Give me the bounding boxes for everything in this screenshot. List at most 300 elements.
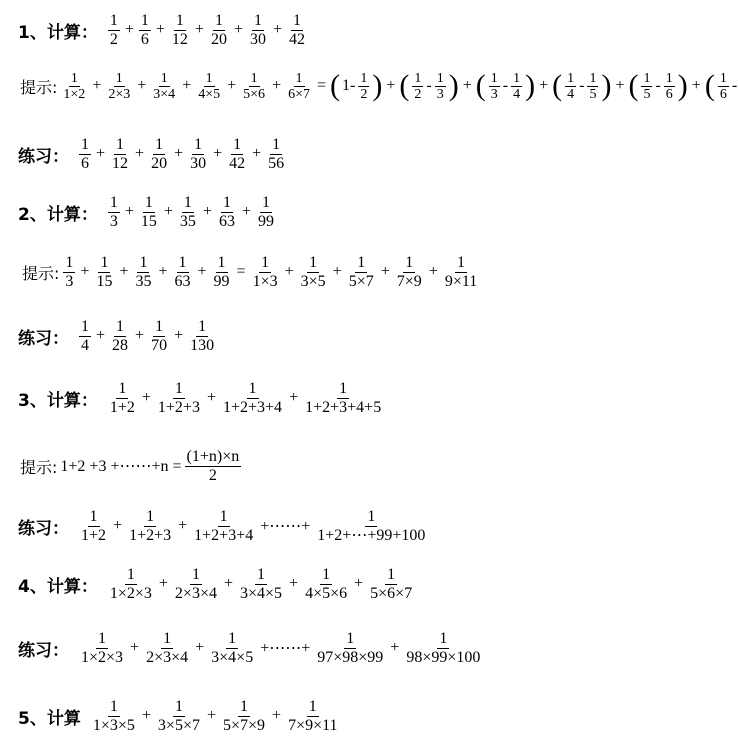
fraction <box>79 630 125 667</box>
fraction <box>395 254 424 291</box>
numerator: 1 <box>293 11 301 29</box>
expression <box>106 566 416 603</box>
denominator: 5 <box>643 86 651 102</box>
numerator: 1 <box>163 629 172 647</box>
expression <box>59 448 243 485</box>
numerator: 1 <box>155 317 164 335</box>
row-label: 练习： <box>18 146 69 167</box>
fraction <box>241 71 267 102</box>
operator: + <box>272 21 282 38</box>
operator: + <box>272 707 282 724</box>
denominator: 1×3 <box>252 272 278 290</box>
numerator: 1 <box>81 317 89 335</box>
denominator: 2×3×4 <box>146 648 189 666</box>
denominator: 42 <box>229 154 246 172</box>
numerator: 1 <box>439 629 448 647</box>
fraction <box>106 71 132 102</box>
operator: + <box>332 263 342 280</box>
numerator: 1 <box>367 507 376 525</box>
numerator: 1 <box>126 565 135 583</box>
fraction <box>133 254 153 291</box>
operator: + <box>163 203 173 220</box>
expression <box>77 136 288 173</box>
operator: + <box>390 639 400 656</box>
operator: + <box>124 203 134 220</box>
fraction <box>209 630 255 667</box>
fraction <box>227 136 247 173</box>
denominator: 4 <box>567 86 575 102</box>
expression <box>77 508 429 545</box>
numerator: 1 <box>191 565 200 583</box>
denominator: 15 <box>96 272 113 290</box>
denominator: 6 <box>140 30 149 48</box>
denominator: 1×2×3 <box>81 648 124 666</box>
operator: + <box>174 327 184 344</box>
denominator: 3 <box>109 212 118 230</box>
row-s5 <box>0 688 640 744</box>
fraction <box>178 194 198 231</box>
denominator: 5×7×9 <box>223 716 266 734</box>
fraction <box>286 698 339 735</box>
numerator: 1 <box>144 193 153 211</box>
operator: + <box>96 145 106 162</box>
numerator: 1 <box>116 135 125 153</box>
expression <box>89 698 342 735</box>
numerator: 1 <box>116 317 125 335</box>
operator: + <box>223 575 233 592</box>
numerator: 1 <box>118 379 127 397</box>
expression <box>106 194 278 231</box>
denominator: 15 <box>140 212 157 230</box>
numerator: 1 <box>194 135 203 153</box>
row-p4 <box>0 620 640 676</box>
numerator: 1 <box>160 70 168 86</box>
numerator: 1 <box>205 70 213 86</box>
operator: + <box>195 639 205 656</box>
expression <box>77 318 218 355</box>
row-label: 练习： <box>18 328 69 349</box>
fraction <box>443 254 479 291</box>
fraction <box>170 12 190 49</box>
fraction <box>149 318 169 355</box>
parenthesis: ( <box>475 69 486 102</box>
fraction <box>286 71 312 102</box>
numerator: 1 <box>322 565 331 583</box>
denominator: 5×7 <box>348 272 374 290</box>
expression <box>77 630 484 667</box>
fraction <box>565 71 576 102</box>
denominator: 1+2 <box>81 526 107 544</box>
numerator: 1 <box>346 629 355 647</box>
numerator: 1 <box>567 70 575 86</box>
operator: + <box>202 203 212 220</box>
parenthesis: ) <box>372 69 383 102</box>
numerator: 1 <box>490 70 498 86</box>
operator: + <box>206 707 216 724</box>
fraction <box>192 508 255 545</box>
operator: + <box>213 145 223 162</box>
denominator: 4×5 <box>198 86 221 102</box>
operator: +⋯⋯+ <box>260 640 311 657</box>
operator: + <box>272 77 282 94</box>
numerator: 1 <box>178 253 187 271</box>
operator: + <box>135 145 145 162</box>
fraction <box>139 194 159 231</box>
operator: + <box>113 517 123 534</box>
expression-text: - <box>731 77 738 94</box>
numerator: 1 <box>109 11 118 29</box>
numerator: 1 <box>308 697 317 715</box>
fraction <box>110 136 130 173</box>
fraction <box>511 71 522 102</box>
denominator: 3×5×7 <box>157 716 200 734</box>
fraction <box>404 630 482 667</box>
numerator: 1 <box>665 70 673 86</box>
fraction <box>108 380 137 417</box>
operator: = <box>236 263 246 280</box>
operator: + <box>615 77 625 94</box>
fraction <box>217 194 237 231</box>
denominator: 2 <box>208 466 217 484</box>
operator: + <box>194 21 204 38</box>
denominator: 9×11 <box>444 272 478 290</box>
numerator: 1 <box>70 70 78 86</box>
operator: + <box>289 575 299 592</box>
fraction <box>303 380 383 417</box>
operator: +⋯⋯+ <box>260 518 311 535</box>
expression-text: - <box>579 77 585 94</box>
numerator: 1 <box>217 253 226 271</box>
numerator: 1 <box>89 507 98 525</box>
row-s4 <box>0 556 640 612</box>
numerator: 1 <box>643 70 651 86</box>
numerator: 1 <box>109 697 118 715</box>
row-s2 <box>0 184 640 240</box>
fraction <box>173 254 193 291</box>
numerator: 1 <box>183 193 192 211</box>
fraction <box>212 254 232 291</box>
expression <box>106 380 385 417</box>
numerator: 1 <box>257 565 266 583</box>
operator: + <box>233 21 243 38</box>
denominator: 2 <box>109 30 118 48</box>
denominator: 12 <box>171 30 188 48</box>
row-s1 <box>0 2 640 58</box>
operator: + <box>141 389 151 406</box>
numerator: 1 <box>414 70 422 86</box>
denominator: 3×4 <box>153 86 176 102</box>
numerator: 1 <box>81 135 89 153</box>
fraction <box>188 318 216 355</box>
fraction <box>641 71 652 102</box>
row-h1 <box>0 58 738 114</box>
operator: + <box>130 639 140 656</box>
numerator: 1 <box>233 135 242 153</box>
fraction <box>139 12 151 49</box>
operator: + <box>252 145 262 162</box>
numerator: 1 <box>214 11 223 29</box>
denominator: 6×7 <box>288 86 310 102</box>
numerator: 1 <box>109 193 118 211</box>
operator: + <box>174 145 184 162</box>
numerator: 1 <box>309 253 318 271</box>
numerator: 1 <box>228 629 237 647</box>
numerator: 1 <box>174 697 183 715</box>
operator: + <box>119 263 129 280</box>
fraction <box>221 380 284 417</box>
expression <box>61 254 481 291</box>
row-label: 2、计算： <box>18 204 98 225</box>
denominator: 4×5×6 <box>305 584 348 602</box>
expression-text: - <box>426 77 432 94</box>
fraction <box>248 12 268 49</box>
fraction <box>266 136 286 173</box>
denominator: 70 <box>151 336 168 354</box>
row-h3 <box>0 438 640 494</box>
fraction <box>108 12 120 49</box>
row-s3 <box>0 370 640 426</box>
fraction <box>315 630 385 667</box>
operator: + <box>124 21 134 38</box>
fraction <box>127 508 173 545</box>
denominator: 56 <box>268 154 285 172</box>
numerator: 1 <box>115 70 123 86</box>
parenthesis: ( <box>628 69 639 102</box>
operator: + <box>386 77 396 94</box>
fraction <box>347 254 376 291</box>
numerator: 1 <box>261 193 270 211</box>
row-p1 <box>0 126 640 182</box>
parenthesis: ) <box>601 69 612 102</box>
numerator: 1 <box>513 70 521 86</box>
denominator: 4 <box>81 336 89 354</box>
fraction <box>718 71 729 102</box>
operator: + <box>158 263 168 280</box>
row-label: 4、计算： <box>18 576 98 597</box>
denominator: 63 <box>174 272 191 290</box>
fraction <box>156 380 202 417</box>
row-label: 练习： <box>18 518 69 539</box>
numerator: 1 <box>589 70 597 86</box>
operator: + <box>96 327 106 344</box>
fraction <box>188 136 208 173</box>
numerator: 1 <box>146 507 155 525</box>
denominator: 1+2+3+4+5 <box>305 398 382 416</box>
expression <box>59 71 738 102</box>
fraction <box>196 71 222 102</box>
numerator: 1 <box>98 629 107 647</box>
operator: + <box>354 575 364 592</box>
fraction <box>156 698 202 735</box>
denominator: 4 <box>513 86 521 102</box>
operator: + <box>428 263 438 280</box>
row-p3 <box>0 498 640 554</box>
numerator: 1 <box>339 379 348 397</box>
denominator: 99 <box>213 272 230 290</box>
fraction <box>79 508 108 545</box>
numerator: 1 <box>387 565 396 583</box>
fraction <box>489 71 500 102</box>
row-label: 提示: <box>22 263 60 283</box>
denominator: 1×2×3 <box>109 584 152 602</box>
denominator: 2 <box>414 86 422 102</box>
operator: + <box>284 263 294 280</box>
denominator: 1+2+3+4 <box>222 398 283 416</box>
denominator: 5×6 <box>243 86 266 102</box>
denominator: 12 <box>112 154 129 172</box>
parenthesis: ( <box>399 69 410 102</box>
numerator: 1 <box>100 253 109 271</box>
denominator: 3 <box>436 86 444 102</box>
row-label: 提示: <box>20 77 58 97</box>
operator: + <box>135 327 145 344</box>
fraction <box>149 136 169 173</box>
numerator: 1 <box>222 193 231 211</box>
denominator: 98×99×100 <box>406 648 481 666</box>
numerator: 1 <box>248 379 257 397</box>
operator: + <box>462 77 472 94</box>
numerator: 1 <box>436 70 444 86</box>
parenthesis: ) <box>677 69 688 102</box>
fraction <box>144 630 190 667</box>
numerator: 1 <box>240 697 249 715</box>
denominator: 2 <box>360 86 368 102</box>
denominator: 6 <box>665 86 673 102</box>
operator: + <box>539 77 549 94</box>
denominator: 5 <box>589 86 597 102</box>
operator: + <box>158 575 168 592</box>
fraction <box>664 71 675 102</box>
operator: + <box>182 77 192 94</box>
fraction <box>412 71 423 102</box>
operator: + <box>137 77 147 94</box>
denominator: 7×9 <box>396 272 422 290</box>
denominator: 30 <box>249 30 266 48</box>
denominator: 3 <box>490 86 498 102</box>
operator: + <box>227 77 237 94</box>
fraction <box>221 698 267 735</box>
operator: + <box>691 77 701 94</box>
numerator: 1 <box>155 135 164 153</box>
denominator: 99 <box>257 212 274 230</box>
fraction <box>287 12 307 49</box>
numerator: 1 <box>360 70 368 86</box>
operator: + <box>197 263 207 280</box>
numerator: 1 <box>65 253 74 271</box>
numerator: 1 <box>719 70 727 86</box>
denominator: 97×98×99 <box>317 648 384 666</box>
denominator: 42 <box>289 30 305 48</box>
denominator: 1+2+⋯+99+100 <box>317 526 426 544</box>
denominator: 6 <box>719 86 727 102</box>
parenthesis: ( <box>330 69 341 102</box>
denominator: 30 <box>190 154 207 172</box>
parenthesis: ( <box>552 69 563 102</box>
denominator: 1+2+3+4 <box>194 526 254 544</box>
numerator: 1 <box>198 317 207 335</box>
fraction <box>79 318 91 355</box>
operator: + <box>206 389 216 406</box>
denominator: 1×3×5 <box>92 716 135 734</box>
denominator: 1×2 <box>63 86 86 102</box>
numerator: 1 <box>357 253 366 271</box>
fraction <box>110 318 130 355</box>
expression-text: 1- <box>342 77 356 94</box>
numerator: 1 <box>219 507 228 525</box>
denominator: 20 <box>210 30 227 48</box>
fraction <box>79 136 91 173</box>
numerator: 1 <box>139 253 148 271</box>
denominator: 1+2+3 <box>129 526 172 544</box>
fraction <box>315 508 427 545</box>
parenthesis: ( <box>704 69 715 102</box>
row-p2 <box>0 308 640 364</box>
row-label: 5、计算 <box>18 708 81 729</box>
operator: + <box>80 263 90 280</box>
numerator: 1 <box>140 11 149 29</box>
row-label: 提示: <box>20 457 58 477</box>
fraction <box>94 254 114 291</box>
denominator: 130 <box>190 336 215 354</box>
numerator: 1 <box>250 70 258 86</box>
denominator: 28 <box>112 336 129 354</box>
numerator: 1 <box>405 253 414 271</box>
fraction <box>435 71 446 102</box>
operator: + <box>178 517 188 534</box>
fraction <box>108 194 120 231</box>
fraction <box>173 566 219 603</box>
fraction <box>299 254 328 291</box>
fraction <box>303 566 349 603</box>
expression-text: 1+2 +3 +⋯⋯+n = <box>60 458 182 475</box>
numerator: 1 <box>272 135 281 153</box>
denominator: 3 <box>65 272 74 290</box>
parenthesis: ) <box>448 69 459 102</box>
denominator: 2×3 <box>108 86 131 102</box>
row-label: 1、计算： <box>18 22 98 43</box>
fraction <box>251 254 280 291</box>
numerator: 1 <box>295 70 303 86</box>
fraction <box>587 71 598 102</box>
numerator: 1 <box>457 253 466 271</box>
expression-text: - <box>502 77 509 94</box>
operator: + <box>155 21 165 38</box>
fraction <box>108 566 154 603</box>
denominator: 35 <box>179 212 196 230</box>
row-h2 <box>0 244 640 300</box>
expression <box>106 12 309 49</box>
denominator: 35 <box>135 272 152 290</box>
denominator: 3×5 <box>300 272 326 290</box>
denominator: 7×9×11 <box>288 716 338 734</box>
operator: = <box>317 77 327 94</box>
fraction <box>238 566 284 603</box>
numerator: 1 <box>253 11 262 29</box>
fraction <box>61 71 87 102</box>
numerator: 1 <box>174 379 183 397</box>
denominator: 63 <box>218 212 235 230</box>
fraction <box>185 448 242 485</box>
fraction <box>256 194 276 231</box>
fraction <box>368 566 414 603</box>
row-label: 练习： <box>18 640 69 661</box>
fraction <box>358 71 369 102</box>
denominator: 3×4×5 <box>240 584 283 602</box>
denominator: 2×3×4 <box>174 584 217 602</box>
denominator: 6 <box>81 154 89 172</box>
fraction <box>91 698 137 735</box>
operator: + <box>241 203 251 220</box>
